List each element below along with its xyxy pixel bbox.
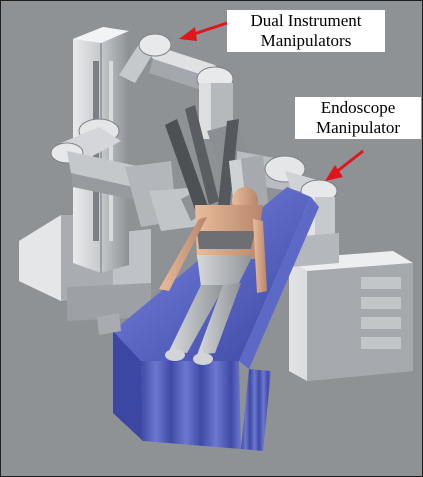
endoscope-label-line2: Manipulator (315, 118, 401, 137)
endoscope-label-line1: Endoscope (320, 98, 396, 117)
dual-instrument-label-line2: Manipulators (260, 31, 352, 50)
endoscope-manipulator-label (295, 97, 421, 139)
right-cabinet (289, 233, 413, 381)
dual-instrument-label-line1: Dual Instrument (250, 11, 362, 30)
surgical-robot-scene (1, 1, 422, 476)
endoscope-arrow (325, 151, 363, 181)
dual-instrument-manipulators-label (227, 10, 385, 52)
dual-instrument-arrow (179, 23, 227, 41)
